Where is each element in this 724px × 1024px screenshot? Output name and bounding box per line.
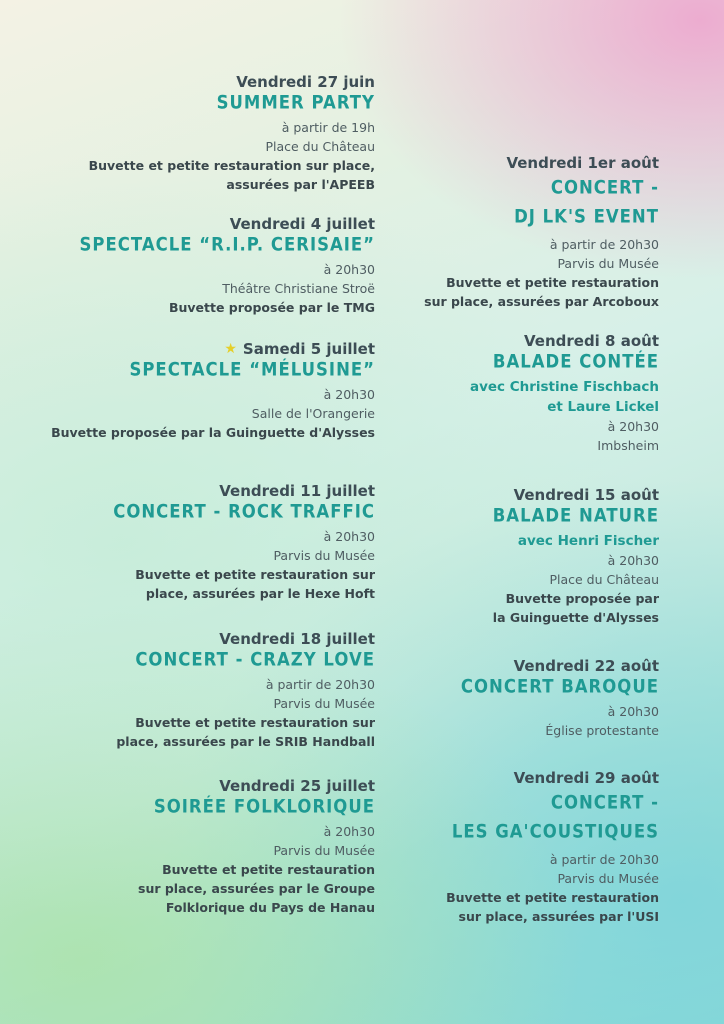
- event-note: place, assurées par le Hexe Hoft: [145, 586, 375, 601]
- event-note: sur place, assurées par le Groupe: [138, 881, 375, 896]
- event-note: Buvette proposée par le TMG: [168, 300, 375, 315]
- event-title: CONCERT - ROCK TRAFFIC: [113, 500, 375, 523]
- event-title: LES GA'COUSTIQUES: [451, 820, 659, 843]
- event-place: Église protestante: [545, 723, 659, 738]
- star-icon: ★: [224, 341, 237, 357]
- event-note: assurées par l'APEEB: [226, 177, 375, 192]
- event-note: Buvette et petite restauration: [162, 862, 375, 877]
- event-place: Parvis du Musée: [273, 696, 375, 711]
- event-title: CONCERT -: [550, 791, 659, 814]
- event-note: Folklorique du Pays de Hanau: [165, 900, 375, 915]
- event-subtitle: avec Henri Fischer: [517, 533, 659, 549]
- event-balade-nature: [299, 485, 659, 627]
- event-subtitle: et Laure Lickel: [547, 399, 659, 415]
- event-ga-coustiques: [299, 768, 659, 926]
- event-note: sur place, assurées par l'USI: [458, 909, 659, 924]
- event-date: Vendredi 29 août: [513, 769, 659, 787]
- event-subtitle: avec Christine Fischbach: [469, 379, 659, 395]
- event-time: à 20h30: [607, 419, 659, 434]
- event-title: CONCERT BAROQUE: [460, 675, 659, 698]
- event-title: SPECTACLE “MÉLUSINE”: [129, 358, 375, 381]
- event-time: à partir de 20h30: [265, 677, 375, 692]
- event-title: SUMMER PARTY: [216, 91, 375, 114]
- event-note: Buvette proposée par la Guinguette d'Alysses: [51, 425, 375, 440]
- event-place: Parvis du Musée: [557, 871, 659, 886]
- event-date: Vendredi 11 juillet: [219, 482, 375, 500]
- event-note: Buvette et petite restauration sur: [135, 715, 375, 730]
- event-date: Vendredi 1er août: [506, 154, 659, 172]
- event-place: Salle de l'Orangerie: [251, 406, 375, 421]
- event-place: Place du Château: [265, 139, 375, 154]
- event-date: Vendredi 18 juillet: [219, 630, 375, 648]
- event-time: à 20h30: [607, 704, 659, 719]
- event-place: Théâtre Christiane Stroë: [222, 281, 375, 296]
- event-title: BALADE NATURE: [492, 504, 659, 527]
- event-title: BALADE CONTÉE: [492, 350, 659, 373]
- event-date: Vendredi 27 juin: [236, 73, 375, 91]
- event-title: SPECTACLE “R.I.P. CERISAIE”: [79, 233, 375, 256]
- event-place: Imbsheim: [597, 438, 659, 453]
- event-place: Place du Château: [549, 572, 659, 587]
- event-date: Vendredi 25 juillet: [219, 777, 375, 795]
- event-time: à partir de 20h30: [549, 237, 659, 252]
- event-date: Vendredi 22 août: [513, 657, 659, 675]
- event-note: sur place, assurées par Arcoboux: [424, 294, 659, 309]
- event-date: Samedi 5 juillet: [242, 340, 375, 358]
- event-title: SOIRÉE FOLKLORIQUE: [153, 795, 375, 818]
- event-note: Buvette et petite restauration: [446, 275, 659, 290]
- event-title: DJ LK'S EVENT: [514, 205, 659, 228]
- event-note: Buvette et petite restauration sur: [135, 567, 375, 582]
- event-place: Parvis du Musée: [273, 843, 375, 858]
- event-date: Vendredi 4 juillet: [229, 215, 375, 233]
- event-note: Buvette proposée par: [505, 591, 659, 606]
- event-place: Parvis du Musée: [557, 256, 659, 271]
- event-note: Buvette et petite restauration: [446, 890, 659, 905]
- event-time: à partir de 19h: [281, 120, 375, 135]
- event-concert-baroque: [299, 656, 659, 740]
- event-note: place, assurées par le SRIB Handball: [116, 734, 375, 749]
- event-time: à 20h30: [323, 824, 375, 839]
- event-title: CONCERT -: [550, 176, 659, 199]
- event-date: Vendredi 15 août: [513, 486, 659, 504]
- event-time: à partir de 20h30: [549, 852, 659, 867]
- event-time: à 20h30: [607, 553, 659, 568]
- event-place: Parvis du Musée: [273, 548, 375, 563]
- event-balade-contee: [299, 331, 659, 455]
- event-date: Vendredi 8 août: [524, 332, 659, 350]
- event-note: la Guinguette d'Alysses: [492, 610, 659, 625]
- event-time: à 20h30: [323, 387, 375, 402]
- event-title: CONCERT - CRAZY LOVE: [135, 648, 375, 671]
- event-dj-lks-event: [299, 153, 659, 311]
- event-time: à 20h30: [323, 529, 375, 544]
- event-note: Buvette et petite restauration sur place,: [88, 158, 375, 173]
- event-time: à 20h30: [323, 262, 375, 277]
